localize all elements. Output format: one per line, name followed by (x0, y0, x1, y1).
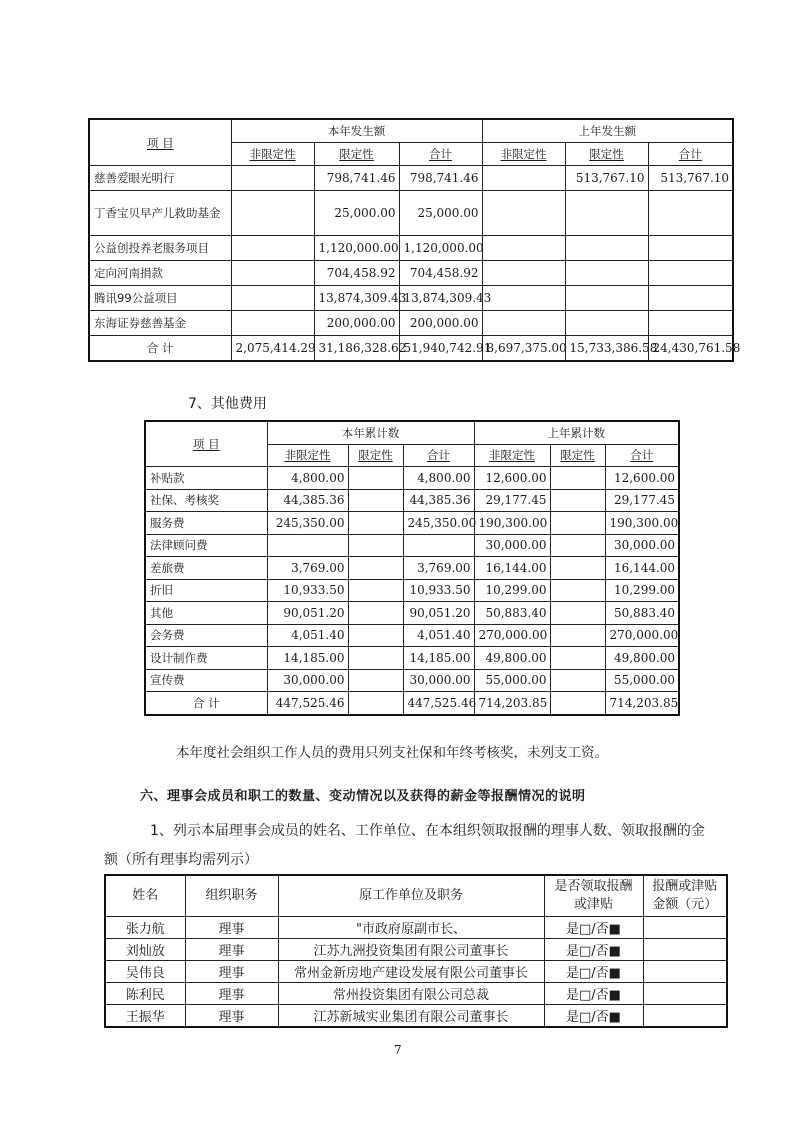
table-cell (231, 311, 314, 336)
table-cell (550, 557, 605, 580)
remuneration-flag: 是□/否■ (544, 917, 643, 939)
table-cell: 30,000.00 (403, 669, 474, 692)
table-row (89, 191, 733, 236)
table-cell: 16,144.00 (605, 557, 679, 580)
table-cell: 1,120,000.00 (399, 236, 482, 261)
table-cell: 8,697,375.00 (482, 336, 565, 362)
paragraph-line: 额（所有理事均需列示） (104, 852, 258, 868)
table-cell: 10,299.00 (605, 579, 679, 602)
table-cell: 12,600.00 (474, 467, 550, 490)
table-cell (348, 692, 403, 715)
row-label: 慈善爱眼光明行 (89, 166, 231, 191)
table-row (105, 983, 727, 1005)
member-employer: 江苏新城实业集团有限公司董事长 (278, 1005, 544, 1028)
table-row (105, 939, 727, 961)
column-header: 原工作单位及职务 (278, 875, 544, 917)
row-label: 定向河南捐款 (89, 261, 231, 286)
remuneration-flag: 是□/否■ (544, 939, 643, 961)
table-cell: 200,000.00 (314, 311, 399, 336)
remuneration-amount (643, 917, 727, 939)
table-cell (565, 236, 648, 261)
table-cell (231, 261, 314, 286)
row-label: 设计制作费 (145, 647, 267, 670)
row-label: 丁香宝贝早产儿救助基金 (89, 191, 231, 236)
table-cell (648, 191, 733, 236)
row-label: 服务费 (145, 512, 267, 535)
table-cell: 245,350.00 (403, 512, 474, 535)
table-cell (348, 624, 403, 647)
table-cell: 50,883.40 (474, 602, 550, 625)
row-label: 法律顾问费 (145, 534, 267, 557)
table-cell: 447,525.46 (403, 692, 474, 715)
section-7-title: 7、其他费用 (188, 396, 267, 412)
row-label: 合 计 (89, 336, 231, 362)
table-cell: 270,000.00 (474, 624, 550, 647)
remuneration-flag: 是□/否■ (544, 983, 643, 1005)
table-cell: 3,769.00 (403, 557, 474, 580)
table-cell (231, 191, 314, 236)
table-cell: 44,385.36 (403, 489, 474, 512)
table-row (89, 311, 733, 336)
table-cell: 3,769.00 (267, 557, 348, 580)
column-header: 是否领取报酬或津贴 (544, 875, 643, 917)
column-header: 合计 (648, 143, 733, 166)
table-cell (550, 579, 605, 602)
row-label: 折旧 (145, 579, 267, 602)
table-cell (482, 166, 565, 191)
table-cell (550, 467, 605, 490)
table-cell (648, 311, 733, 336)
table-cell: 29,177.45 (474, 489, 550, 512)
table-row (145, 624, 679, 647)
table-cell: 31,186,328.62 (314, 336, 399, 362)
table-cell (348, 557, 403, 580)
table-cell (565, 311, 648, 336)
table-cell (231, 286, 314, 311)
column-header-item: 项 目 (145, 421, 267, 467)
column-header: 限定性 (550, 444, 605, 467)
table-cell: 30,000.00 (605, 534, 679, 557)
table-cell: 1,120,000.00 (314, 236, 399, 261)
column-header: 合计 (403, 444, 474, 467)
table-cell: 13,874,309.43 (399, 286, 482, 311)
table-cell: 714,203.85 (474, 692, 550, 715)
table-header-row (145, 421, 679, 444)
table-cell (348, 579, 403, 602)
table-cell: 16,144.00 (474, 557, 550, 580)
table-row (105, 1005, 727, 1028)
table-cell: 29,177.45 (605, 489, 679, 512)
table-row (89, 166, 733, 191)
table-cell (482, 311, 565, 336)
table-cell (482, 236, 565, 261)
table-row (89, 236, 733, 261)
table-row (145, 669, 679, 692)
section-6-title: 六、理事会成员和职工的数量、变动情况以及获得的薪金等报酬情况的说明 (140, 789, 586, 804)
table-cell (348, 669, 403, 692)
column-header: 非限定性 (267, 444, 348, 467)
member-employer: 江苏九洲投资集团有限公司董事长 (278, 939, 544, 961)
table-cell (231, 166, 314, 191)
column-header-item: 项 目 (89, 119, 231, 166)
table-cell (348, 534, 403, 557)
table-row (145, 512, 679, 535)
table-cell: 704,458.92 (314, 261, 399, 286)
page-number: 7 (394, 1043, 402, 1057)
table-row (145, 467, 679, 490)
table-cell: 25,000.00 (399, 191, 482, 236)
table-header-row (89, 119, 733, 143)
member-name: 王振华 (105, 1005, 185, 1028)
member-name: 刘灿放 (105, 939, 185, 961)
row-label: 合 计 (145, 692, 267, 715)
row-label: 腾讯99公益项目 (89, 286, 231, 311)
column-header: 报酬或津贴金额（元） (643, 875, 727, 917)
table-cell (348, 647, 403, 670)
column-header: 非限定性 (474, 444, 550, 467)
table-cell: 51,940,742.91 (399, 336, 482, 362)
table-row (145, 647, 679, 670)
table-cell (550, 647, 605, 670)
table-cell: 447,525.46 (267, 692, 348, 715)
table-cell: 10,933.50 (267, 579, 348, 602)
table-cell (550, 602, 605, 625)
table-cell (348, 489, 403, 512)
column-header-previous-year: 上年发生额 (482, 119, 733, 143)
table-cell: 2,075,414.29 (231, 336, 314, 362)
member-name: 陈利民 (105, 983, 185, 1005)
table-row (105, 961, 727, 983)
salary-note: 本年度社会组织工作人员的费用只列支社保和年终考核奖，未列支工资。 (176, 745, 608, 761)
column-header: 组织职务 (185, 875, 278, 917)
table-cell: 714,203.85 (605, 692, 679, 715)
table-row (145, 602, 679, 625)
table-cell: 49,800.00 (474, 647, 550, 670)
board-members-table (104, 874, 728, 1028)
row-label: 差旅费 (145, 557, 267, 580)
table-cell: 30,000.00 (267, 669, 348, 692)
row-label: 宣传费 (145, 669, 267, 692)
table-cell (348, 602, 403, 625)
table-cell (550, 669, 605, 692)
row-label: 会务费 (145, 624, 267, 647)
remuneration-flag: 是□/否■ (544, 961, 643, 983)
table-cell: 90,051.20 (267, 602, 348, 625)
remuneration-flag: 是□/否■ (544, 1005, 643, 1028)
table-cell: 190,300.00 (605, 512, 679, 535)
table-cell: 14,185.00 (267, 647, 348, 670)
table-row (145, 579, 679, 602)
donation-income-table (88, 118, 741, 362)
column-header: 姓名 (105, 875, 185, 917)
member-employer: 常州投资集团有限公司总裁 (278, 983, 544, 1005)
table-cell: 55,000.00 (605, 669, 679, 692)
table-cell (648, 236, 733, 261)
column-header: 合计 (605, 444, 679, 467)
table-cell: 14,185.00 (403, 647, 474, 670)
table-cell (565, 261, 648, 286)
table-cell: 245,350.00 (267, 512, 348, 535)
member-role: 理事 (185, 961, 278, 983)
remuneration-amount (643, 961, 727, 983)
table-cell: 513,767.10 (565, 166, 648, 191)
table-cell (550, 624, 605, 647)
table-row (145, 534, 679, 557)
table-cell: 55,000.00 (474, 669, 550, 692)
column-header-previous-year: 上年累计数 (474, 421, 679, 444)
table-cell: 798,741.46 (399, 166, 482, 191)
remuneration-amount (643, 939, 727, 961)
column-header: 合计 (399, 143, 482, 166)
row-label: 公益创投养老服务项目 (89, 236, 231, 261)
member-role: 理事 (185, 939, 278, 961)
table-cell: 30,000.00 (474, 534, 550, 557)
table-cell (550, 489, 605, 512)
remuneration-amount (643, 983, 727, 1005)
table-cell (403, 534, 474, 557)
table-cell: 90,051.20 (403, 602, 474, 625)
column-header-current-year: 本年发生额 (231, 119, 482, 143)
table-row (89, 286, 733, 311)
table-cell: 12,600.00 (605, 467, 679, 490)
table-cell: 50,883.40 (605, 602, 679, 625)
table-total-row (89, 336, 733, 362)
table-cell (482, 261, 565, 286)
table-cell: 10,933.50 (403, 579, 474, 602)
table-cell: 4,800.00 (403, 467, 474, 490)
table-cell: 25,000.00 (314, 191, 399, 236)
table-row (105, 917, 727, 939)
table-row (145, 557, 679, 580)
table-cell: 798,741.46 (314, 166, 399, 191)
table-cell (348, 467, 403, 490)
table-cell (550, 534, 605, 557)
table-cell: 190,300.00 (474, 512, 550, 535)
table-total-row (145, 692, 679, 715)
column-header: 限定性 (565, 143, 648, 166)
table-cell: 200,000.00 (399, 311, 482, 336)
row-label: 其他 (145, 602, 267, 625)
table-row (89, 261, 733, 286)
member-role: 理事 (185, 1005, 278, 1028)
table-cell: 270,000.00 (605, 624, 679, 647)
remuneration-amount (643, 1005, 727, 1028)
row-label: 社保、考核奖 (145, 489, 267, 512)
table-cell (550, 512, 605, 535)
table-row (145, 489, 679, 512)
row-label: 补贴款 (145, 467, 267, 490)
paragraph-line: 1、列示本届理事会成员的姓名、工作单位、在本组织领取报酬的理事人数、领取报酬的金 (150, 823, 705, 839)
table-cell: 15,733,386.58 (565, 336, 648, 362)
table-cell: 10,299.00 (474, 579, 550, 602)
column-header: 非限定性 (231, 143, 314, 166)
member-role: 理事 (185, 983, 278, 1005)
table-cell: 4,051.40 (403, 624, 474, 647)
table-cell (648, 261, 733, 286)
table-cell (550, 692, 605, 715)
table-cell (231, 236, 314, 261)
table-cell (482, 286, 565, 311)
row-label: 东海证券慈善基金 (89, 311, 231, 336)
table-cell: 4,800.00 (267, 467, 348, 490)
table-cell (648, 286, 733, 311)
member-employer: 常州金新房地产建设发展有限公司董事长 (278, 961, 544, 983)
table-cell: 49,800.00 (605, 647, 679, 670)
member-name: 吴伟良 (105, 961, 185, 983)
table-cell (267, 534, 348, 557)
other-expenses-table (144, 420, 680, 716)
table-cell (565, 286, 648, 311)
table-cell: 704,458.92 (399, 261, 482, 286)
table-cell: 513,767.10 (648, 166, 733, 191)
table-cell: 13,874,309.43 (314, 286, 399, 311)
table-cell: 4,051.40 (267, 624, 348, 647)
member-employer: "市政府原副市长、 (278, 917, 544, 939)
table-cell (482, 191, 565, 236)
column-header-current-year: 本年累计数 (267, 421, 474, 444)
column-header: 非限定性 (482, 143, 565, 166)
member-name: 张力航 (105, 917, 185, 939)
member-role: 理事 (185, 917, 278, 939)
column-header: 限定性 (314, 143, 399, 166)
table-cell: 24,430,761.58 (648, 336, 733, 362)
table-cell (565, 191, 648, 236)
column-header: 限定性 (348, 444, 403, 467)
table-header-row (105, 875, 727, 917)
table-cell (348, 512, 403, 535)
table-cell: 44,385.36 (267, 489, 348, 512)
